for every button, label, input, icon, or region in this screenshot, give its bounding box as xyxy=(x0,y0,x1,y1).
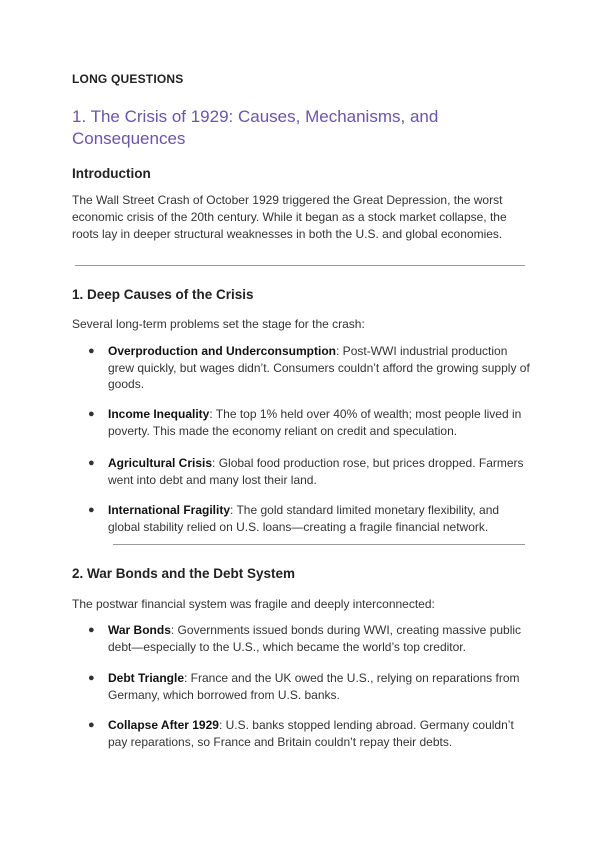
section2-lead: The postwar financial system was fragile and deeply interconnected: xyxy=(72,597,435,611)
bullet-icon: ● xyxy=(88,672,95,684)
section-divider xyxy=(75,265,525,266)
bullet-icon: ● xyxy=(88,408,95,420)
list-item-term: War Bonds xyxy=(108,623,171,637)
list-item-text: : U.S. banks stopped lending abroad. Germany couldn’t pay reparations, so France and Britain couldn’t repay their debts. xyxy=(108,718,514,749)
list-item-term: Agricultural Crisis xyxy=(108,456,213,470)
list-item-term: Collapse After 1929 xyxy=(108,718,219,732)
list-item-text: : France and the UK owed the U.S., relying on reparations from Germany, which borrowed from U.S. banks. xyxy=(108,671,520,702)
bullet-icon: ● xyxy=(88,504,95,516)
list-item-text: : The gold standard limited monetary flexibility, and global stability relied on U.S. loans—creating a fragile financial network. xyxy=(108,503,500,534)
list-item-text: : Global food production rose, but prices dropped. Farmers went into debt and many lost their land. xyxy=(108,456,524,487)
list-item xyxy=(88,670,531,703)
list-item-text: : Post-WWI industrial production grew quickly, but wages didn’t. Consumers couldn’t afford the growing supply of goods. xyxy=(108,344,530,391)
section2-heading: 2. War Bonds and the Debt System xyxy=(72,566,296,581)
list-item-text: : The top 1% held over 40% of wealth; most people lived in poverty. This made the economy reliant on credit and speculation. xyxy=(108,407,522,438)
long-questions-label: LONG QUESTIONS xyxy=(72,72,184,86)
list-item-term: Debt Triangle xyxy=(108,671,185,685)
intro-heading: Introduction xyxy=(72,166,151,181)
section1-heading: 1. Deep Causes of the Crisis xyxy=(72,287,254,302)
bullet-icon: ● xyxy=(88,624,95,636)
list-item-term: International Fragility xyxy=(108,503,231,517)
intro-paragraph: The Wall Street Crash of October 1929 triggered the Great Depression, the worst economic crisis of the 20th century. While it began as a stock market collapse, the roots lay in deeper structural weaknesses in both the U.S. and global economies. xyxy=(72,193,507,241)
list-item-text: : Governments issued bonds during WWI, creating massive public debt—especially to the U.S., which became the world’s top creditor. xyxy=(108,623,522,654)
bullet-icon: ● xyxy=(88,345,95,357)
section1-lead: Several long-term problems set the stage for the crash: xyxy=(72,317,365,331)
list-item xyxy=(88,455,531,488)
question-title: 1. The Crisis of 1929: Causes, Mechanisms, and Consequences xyxy=(72,107,439,148)
list-item xyxy=(88,502,531,535)
section-divider xyxy=(113,544,525,545)
list-item xyxy=(88,717,531,750)
list-item xyxy=(88,406,531,439)
list-item-term: Income Inequality xyxy=(108,407,210,421)
bullet-icon: ● xyxy=(88,719,95,731)
bullet-icon: ● xyxy=(88,457,95,469)
list-item xyxy=(88,622,531,655)
list-item-term: Overproduction and Underconsumption xyxy=(108,344,337,358)
list-item xyxy=(88,343,531,393)
